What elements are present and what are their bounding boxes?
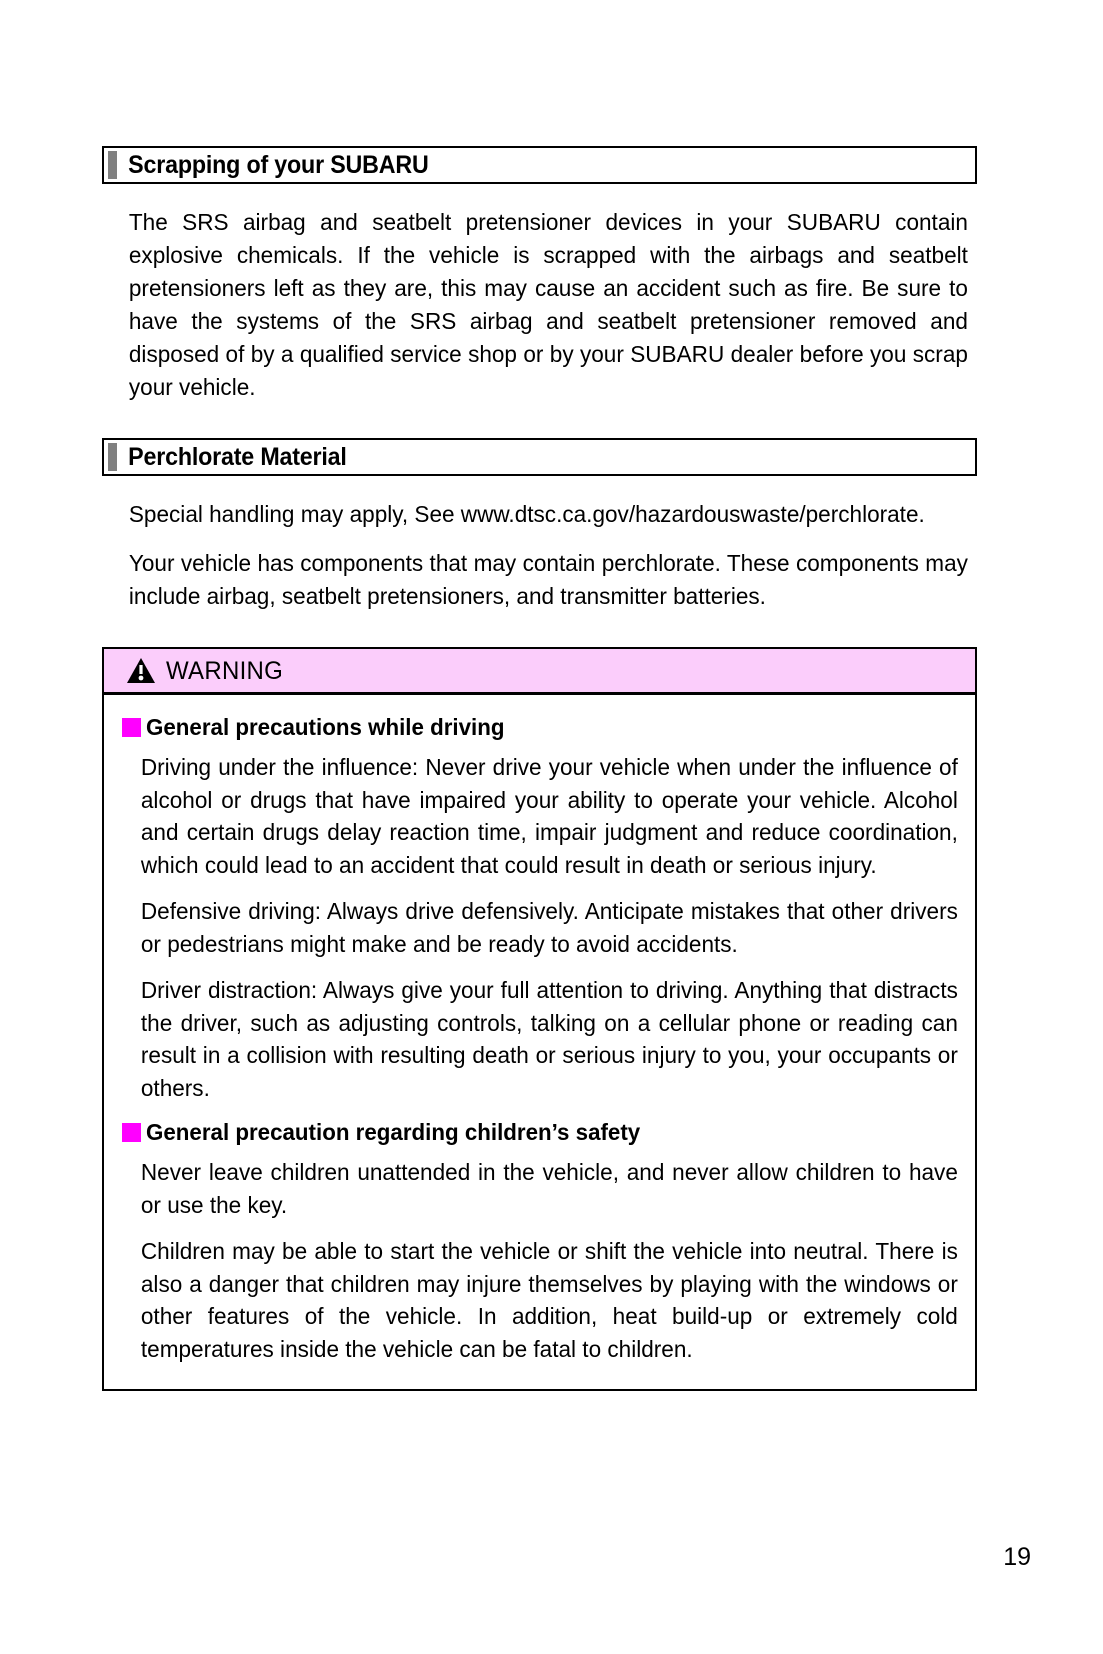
section-title: Perchlorate Material [128,443,347,471]
warning-paragraph-defensive: Defensive driving: Always drive defensively. Anticipate mistakes that other drivers or pedestrians might make and be ready to avoid accidents. [140,898,958,957]
warning-triangle-icon [126,657,156,684]
warning-paragraph-unattended: Never leave children unattended in the vehicle, and never allow children to have or use the key. [140,1159,958,1218]
warning-label: WARNING [166,656,284,685]
paragraph-scrapping: The SRS airbag and seatbelt pretensioner devices in your SUBARU contain explosive chemicals. If the vehicle is scrapped with the airbags and seatbelt pretensioners left as they are, this may cause an accident such as fire. Be sure to have the systems of the SRS airbag and seatbelt pretensioner removed and disposed of by a qualified service shop or by your SUBARU dealer before you scrap your vehicle. [128,209,968,400]
warning-banner [104,649,975,695]
warning-content [104,695,975,1389]
section-title: Scrapping of your SUBARU [128,151,429,179]
warning-paragraph-influence: Driving under the influence: Never drive your vehicle when under the influence of alcohol or drugs that have impaired your ability to operate your vehicle. Alcohol and certain drugs delay reaction time, impair judgment and reduce coordination, which could lead to an accident that could result in death or serious injury. [140,754,958,878]
warning-subheading-driving [114,713,965,741]
section-header-scrapping [102,146,977,184]
page-number: 19 [1003,1543,1031,1571]
warning-subheading-children [114,1118,965,1146]
paragraph-perchlorate-components: Your vehicle has components that may contain perchlorate. These components may include airbag, seatbelt pretensioners, and transmitter batteries. [128,550,968,609]
square-bullet-icon [122,1123,141,1142]
subheading-label: General precaution regarding children’s safety [146,1119,641,1145]
warning-paragraph-children-danger: Children may be able to start the vehicle or shift the vehicle into neutral. There is also a danger that children may injure themselves by playing with the windows or other features of the vehicle. In addition, heat build-up or extremely cold temperatures inside the vehicle can be fatal to children. [140,1238,958,1362]
page-content [102,146,977,1391]
section-header-perchlorate [102,438,977,476]
square-bullet-icon [122,718,141,737]
paragraph-perchlorate-url: Special handling may apply, See www.dtsc.ca.gov/hazardouswaste/perchlorate. [128,501,925,527]
warning-paragraph-distraction: Driver distraction: Always give your full attention to driving. Anything that distracts the driver, such as adjusting controls, talking on a cellular phone or reading can result in a collision with resulting death or serious injury to you, your occupants or others. [140,977,958,1101]
header-accent-bar [108,151,117,179]
header-accent-bar [108,443,117,471]
subheading-label: General precautions while driving [146,714,505,740]
warning-box [102,647,977,1391]
